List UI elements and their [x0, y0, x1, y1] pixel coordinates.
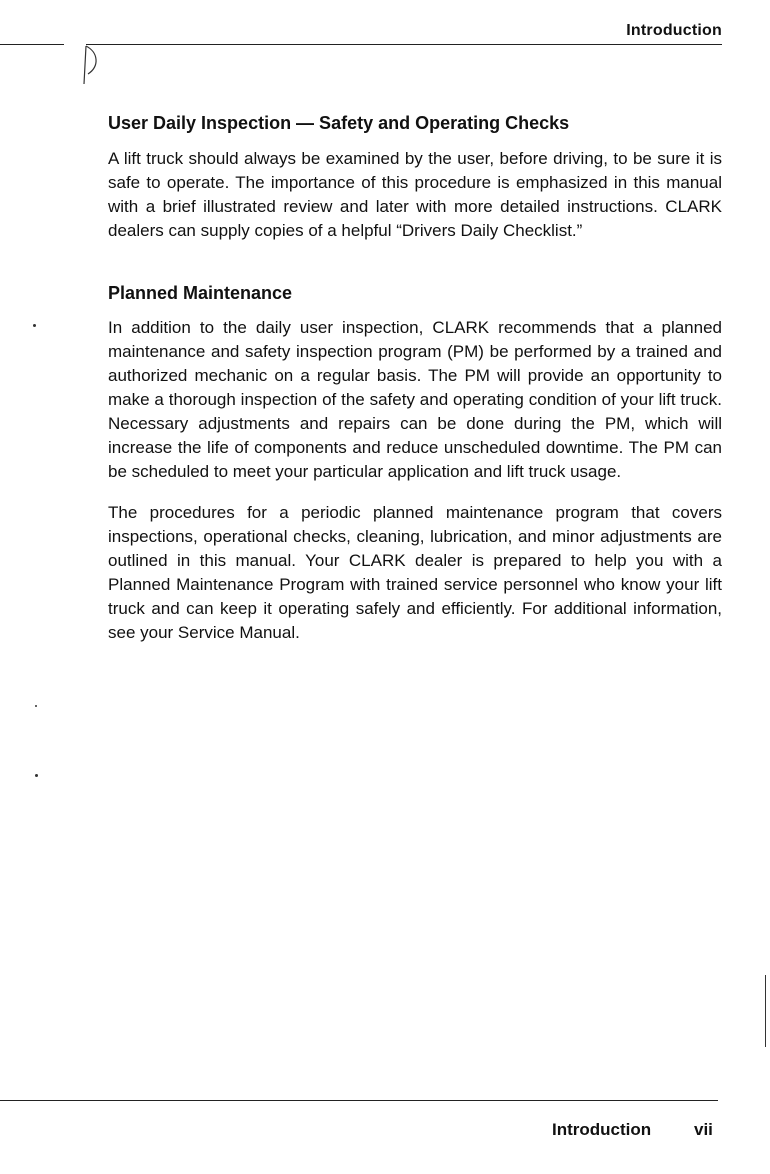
- scan-speck: [33, 324, 36, 327]
- scan-edge-mark: [765, 975, 766, 1047]
- running-footer-title: Introduction: [552, 1120, 652, 1139]
- running-header-title: Introduction: [626, 22, 722, 39]
- scan-speck: [35, 774, 38, 777]
- header-rule-left: [0, 44, 64, 45]
- footer-rule: [0, 1100, 718, 1101]
- section-heading: Planned Maintenance: [108, 283, 293, 303]
- section-planned-maintenance: [108, 280, 722, 645]
- scan-speck: [35, 705, 37, 707]
- binding-mark-icon: [80, 44, 102, 86]
- section-paragraph: A lift truck should always be examined by the user, before driving, to be sure it is safe to operate. The importance of this procedure is emphasized in this manual with a brief illustrated review and later with more detailed instructions. CLARK dealers can supply copies of a helpful “Drivers Daily Checklist.”: [108, 149, 722, 240]
- header-rule-right: [86, 44, 722, 45]
- page-number: vii: [694, 1120, 713, 1139]
- section-heading: User Daily Inspection — Safety and Operating Checks: [108, 113, 570, 133]
- section-user-daily-inspection: [108, 110, 722, 243]
- section-paragraph: The procedures for a periodic planned maintenance program that covers inspections, operational checks, cleaning, lubrication, and minor adjustments are outlined in this manual. Your CLARK dealer is prepared to help you with a Planned Maintenance Program with trained service personnel who know your lift truck and can keep it operating safely and efficiently. For additional information, see your Service Manual.: [108, 503, 722, 642]
- main-content: [108, 110, 722, 645]
- section-paragraph: In addition to the daily user inspection, CLARK recommends that a planned maintenance and safety inspection program (PM) be performed by a trained and authorized mechanic on a regular basis. The PM will provide an opportunity to make a thorough inspection of the safety and operating condition of your lift truck. Necessary adjustments and repairs can be done during the PM, which will increase the life of components and reduce unscheduled downtime. The PM can be scheduled to meet your particular application and lift truck usage.: [108, 318, 722, 481]
